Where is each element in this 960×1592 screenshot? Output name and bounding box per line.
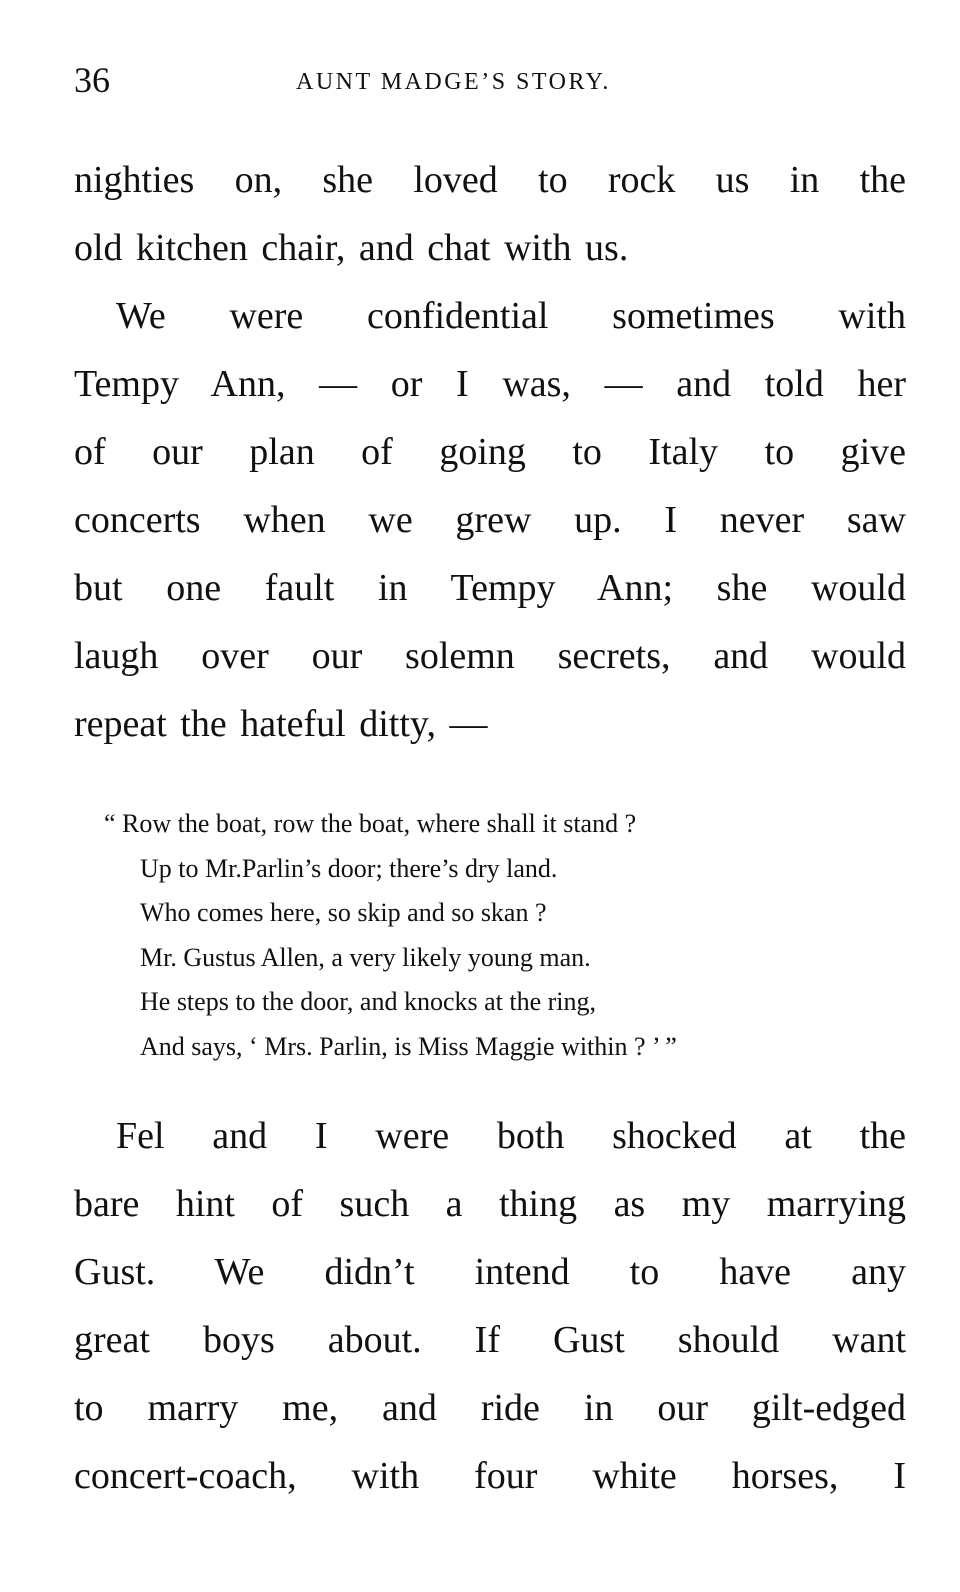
verse-line: He steps to the door, and knocks at the ring, [140,987,597,1016]
text-line: of our plan of going to Italy to give [74,431,906,473]
verse-line: Mr. Gustus Allen, a very likely young man. [140,942,591,972]
verse-line: Up to Mr.Parlin’s door; there’s dry land. [140,853,558,883]
verse-line: And says, ‘ Mrs. Parlin, is Miss Maggie within ? ’ ” [140,1031,677,1061]
page-number: 36 [74,60,110,100]
text-line: Tempy Ann, — or I was, — and told her [74,363,906,405]
paragraph-continuation [74,146,906,282]
verse-line: “ Row the boat, row the boat, where shall it stand ? [104,809,637,838]
verse-line: Who comes here, so skip and so skan ? [140,898,547,927]
running-head [74,58,906,102]
text-line: concerts when we grew up. I never saw [74,499,906,541]
paragraph [74,1102,906,1510]
text-line: Fel and I were both shocked at the [116,1115,906,1157]
text-line: repeat the hateful ditty, — [74,703,488,745]
text-line: concert-coach, with four white horses, I [74,1455,906,1497]
text-line: laugh over our solemn secrets, and would [74,635,906,677]
verse-quotation [104,802,884,1069]
text-line: Gust. We didn’t intend to have any [74,1251,906,1293]
text-line: We were confidential sometimes with [116,295,906,337]
text-line: great boys about. If Gust should want [74,1319,906,1361]
text-line: to marry me, and ride in our gilt-edged [74,1387,906,1429]
text-line: but one fault in Tempy Ann; she would [74,567,906,609]
running-title: AUNT MADGE’S STORY. [296,69,611,95]
text-line: nighties on, she loved to rock us in the [74,159,906,201]
paragraph [74,282,906,758]
text-line: bare hint of such a thing as my marrying [74,1183,906,1225]
text-line: old kitchen chair, and chat with us. [74,227,629,269]
